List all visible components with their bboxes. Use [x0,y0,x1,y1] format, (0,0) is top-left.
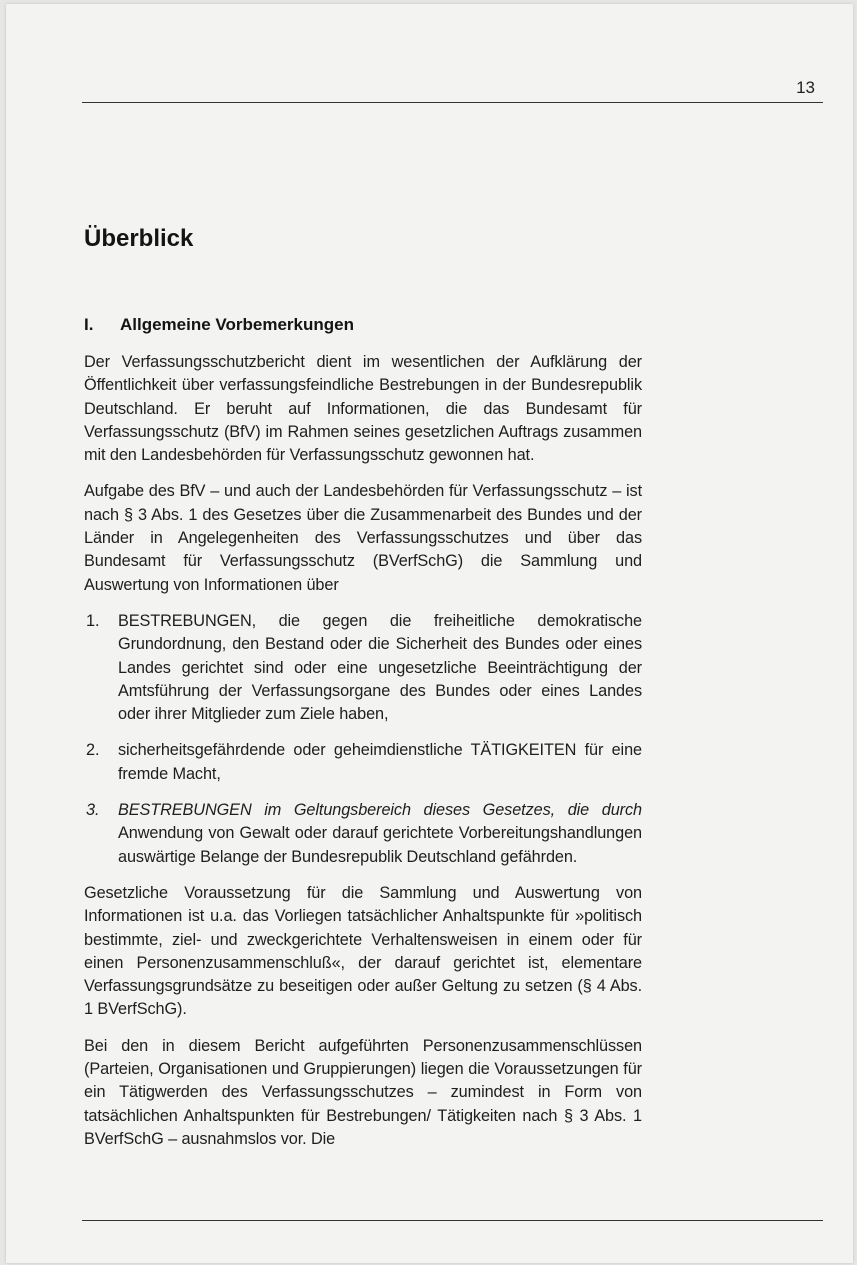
page-number: 13 [796,78,815,97]
header-rule [82,102,823,103]
footer-rule [82,1220,823,1221]
list-item-text: BESTREBUNGEN, die gegen die freiheitliche demokratische Grundordnung, den Bestand oder die Sicherheit des Bundes oder eines Landes gerichtet sind oder eine ungesetzliche Beeinträchtigung der Amtsführung der Verfassungsorgane des Bundes oder eines Landes oder ihrer Mitglieder zum Ziele haben, [118,611,642,724]
list-item [84,610,642,726]
paragraph-intro: Der Verfassungsschutzbericht dient im wesentlichen der Aufklärung der Öffentlichkeit über verfassungsfeindliche Bestrebungen in der Bundesrepublik Deutschland. Er beruht auf Informationen, die das Bundesamt für Verfassungsschutz (BfV) im Rahmen seines gesetzlichen Auftrags zusammen mit den Landesbehörden für Verfassungsschutz gewonnen hat. [84,353,642,465]
task-list [84,610,642,869]
list-item-number: 1. [86,611,100,630]
paragraph-legal-basis: Gesetzliche Voraussetzung für die Sammlung und Auswertung von Informationen ist u.a. das Vorliegen tatsächlicher Anhaltspunkte für »politisch bestimmte, ziel- und zweckgerichtete Verhaltensweisen in einem oder für einen Personenzusammenschluß«, der darauf gerichtet ist, elementare Verfassungsgrundsätze zu beseitigen oder außer Geltung zu setzen (§ 4 Abs. 1 BVerfSchG). [84,883,642,1019]
document-page [6,4,853,1263]
section-title: Allgemeine Vorbemerkungen [120,315,354,334]
paragraph-tasks: Aufgabe des BfV – und auch der Landesbehörden für Verfassungsschutz – ist nach § 3 Abs. 1 des Gesetzes über die Zusammenarbeit des Bundes und der Länder in Angelegenheiten des Verfassungsschutzes und über das Bundesamt für Verfassungsschutz (BVerfSchG) die Sammlung und Auswertung von Informationen über [84,482,642,594]
list-item-number: 3. [86,801,100,820]
list-item-text: Anwendung von Gewalt oder darauf gerichtete Vorbereitungshandlungen auswärtige Belange der Bundesrepublik Deutschland gefährden. [118,824,642,866]
list-item-text-italic: BESTREBUNGEN im Geltungsbereich dieses Gesetzes, die durch [118,801,642,820]
page-content [84,219,642,1151]
list-item-number: 2. [86,741,100,760]
section-heading [84,313,642,337]
list-item [84,739,642,786]
list-item-text: sicherheitsgefährdende oder geheimdienstliche TÄTIGKEITEN für eine fremde Macht, [118,741,642,783]
paragraph-groups: Bei den in diesem Bericht aufgeführten Personenzusammenschlüssen (Parteien, Organisationen und Gruppierungen) liegen die Voraussetzungen für ein Tätigwerden des Verfassungsschutzes – zumindest in Form von tatsächlichen Anhaltspunkten für Bestrebungen/ Tätigkeiten nach § 3 Abs. 1 BVerfSchG – ausnahmslos vor. Die [84,1036,642,1148]
list-item [84,799,642,869]
section-number: I. [84,315,94,334]
page-title: Überblick [84,225,194,252]
